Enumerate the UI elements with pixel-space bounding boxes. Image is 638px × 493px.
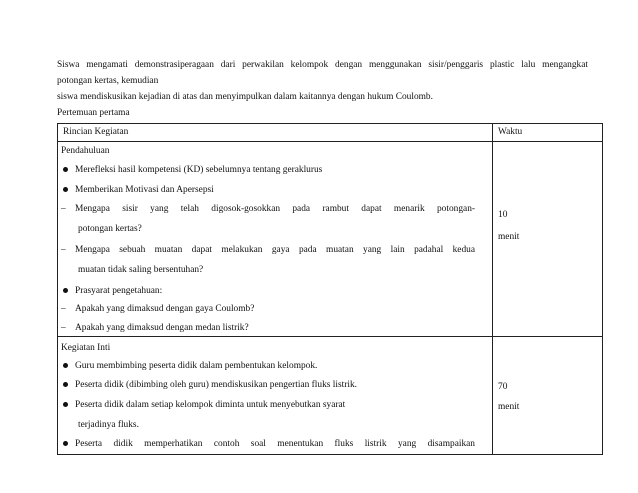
dash-marker-icon: –	[61, 323, 66, 333]
bullet-icon	[63, 288, 68, 293]
pendahuluan-time-unit: menit	[498, 232, 520, 242]
inti-cell	[58, 337, 493, 455]
list-item: – Mengapa sisir yang telah digosok-gosokkan pada rambut dapat menarik potongan-	[61, 204, 475, 214]
list-item-continuation: muatan tidak saling bersentuhan?	[78, 265, 204, 275]
list-item: Memberikan Motivasi dan Apersepsi	[61, 183, 214, 197]
list-item: – Mengapa sebuah muatan dapat melakukan gaya pada muatan yang lain padahal kedua	[61, 245, 475, 255]
bullet-icon	[63, 187, 68, 192]
table-header-row	[58, 124, 603, 142]
list-item: Peserta didik dalam setiap kelompok diminta untuk menyebutkan syarat	[61, 398, 345, 412]
table-row-pendahuluan	[58, 142, 603, 337]
activity-table	[57, 123, 603, 455]
inti-time-cell	[493, 337, 603, 455]
bullet-icon	[63, 402, 68, 407]
list-item: – Apakah yang dimaksud dengan medan listrik?	[61, 323, 249, 333]
table-row-inti	[58, 337, 603, 455]
dash-marker-icon: –	[61, 204, 66, 214]
bullet-icon	[63, 363, 68, 368]
header-activity: Rincian Kegiatan	[58, 124, 493, 142]
pendahuluan-time-cell	[493, 142, 603, 337]
pendahuluan-time-value: 10	[498, 210, 508, 220]
list-item: – Apakah yang dimaksud dengan gaya Coulomb?	[61, 304, 255, 314]
inti-time-unit: menit	[498, 402, 520, 412]
dash-marker-icon: –	[61, 304, 66, 314]
inti-title: Kegiatan Inti	[61, 343, 111, 353]
list-item-continuation: potongan kertas?	[78, 224, 142, 234]
header-time: Waktu	[493, 124, 603, 142]
list-item: Prasyarat pengetahuan:	[61, 284, 162, 298]
intro-line-2: potongan kertas, kemudian	[57, 76, 159, 86]
pendahuluan-title: Pendahuluan	[61, 146, 110, 156]
list-item: Guru membimbing peserta didik dalam pembentukan kelompok.	[61, 359, 317, 373]
intro-line-1: Siswa mengamati demonstrasiperagaan dari perwakilan kelompok dengan menggunakan sisir/penggaris plastic lalu mengangkat	[57, 60, 588, 70]
list-item-continuation: terjadinya fluks.	[78, 420, 139, 430]
list-item: Peserta didik memperhatikan contoh soal menentukan fluks listrik yang disampaikan	[61, 437, 475, 451]
bullet-icon	[63, 167, 68, 172]
list-item: Peserta didik (dibimbing oleh guru) mendiskusikan pengertian fluks listrik.	[61, 378, 357, 392]
bullet-icon	[63, 441, 68, 446]
pendahuluan-cell	[58, 142, 493, 337]
inti-time-value: 70	[498, 382, 508, 392]
list-item: Merefleksi hasil kompetensi (KD) sebelumnya tentang geraklurus	[61, 163, 322, 177]
meeting-label: Pertemuan pertama	[57, 108, 130, 118]
bullet-icon	[63, 382, 68, 387]
intro-line-3: siswa mendiskusikan kejadian di atas dan menyimpulkan dalam kaitannya dengan hukum Coulomb.	[57, 92, 433, 102]
dash-marker-icon: –	[61, 245, 66, 255]
